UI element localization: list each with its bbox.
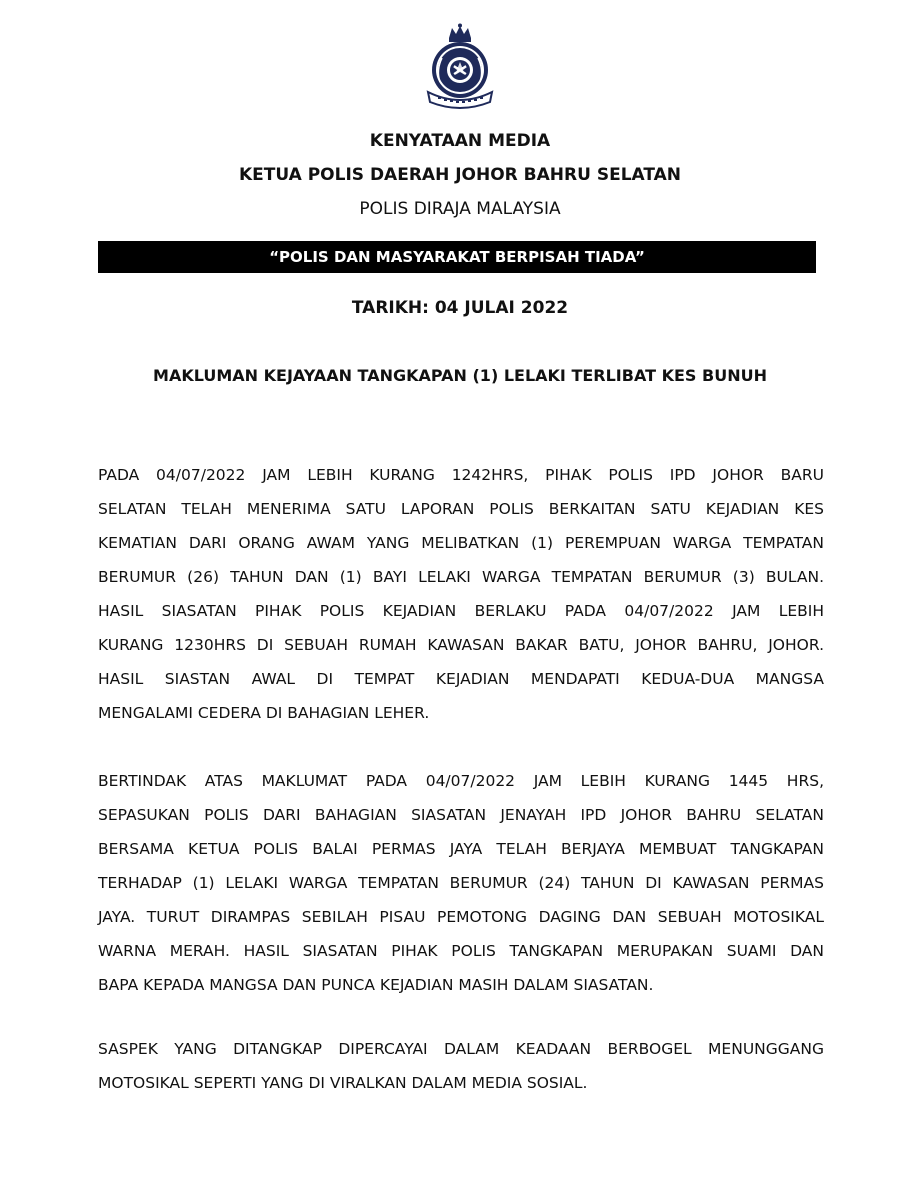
paragraph-line: MENGALAMI CEDERA DI BAHAGIAN LEHER. <box>98 704 430 722</box>
organization-name: POLIS DIRAJA MALAYSIA <box>359 199 561 219</box>
paragraph-line: KURANG 1230HRS DI SEBUAH RUMAH KAWASAN BAKAR BATU, JOHOR BAHRU, JOHOR. <box>98 636 824 654</box>
paragraph-line: KEMATIAN DARI ORANG AWAM YANG MELIBATKAN (1) PEREMPUAN WARGA TEMPATAN <box>98 534 824 552</box>
paragraph-line: BERTINDAK ATAS MAKLUMAT PADA 04/07/2022 JAM LEBIH KURANG 1445 HRS, <box>98 772 824 790</box>
paragraph-line: BAPA KEPADA MANGSA DAN PUNCA KEJADIAN MASIH DALAM SIASATAN. <box>98 976 654 994</box>
paragraph-line: SEPASUKAN POLIS DARI BAHAGIAN SIASATAN JENAYAH IPD JOHOR BAHRU SELATAN <box>98 806 824 824</box>
statement-date: TARIKH: 04 JULAI 2022 <box>351 298 569 318</box>
paragraph-line: BERSAMA KETUA POLIS BALAI PERMAS JAYA TELAH BERJAYA MEMBUAT TANGKAPAN <box>98 840 824 858</box>
paragraph-line: HASIL SIASATAN PIHAK POLIS KEJADIAN BERLAKU PADA 04/07/2022 JAM LEBIH <box>98 602 824 620</box>
paragraph-line: TERHADAP (1) LELAKI WARGA TEMPATAN BERUMUR (24) TAHUN DI KAWASAN PERMAS <box>98 874 824 892</box>
paragraph-2 <box>98 764 824 1002</box>
pdrm-crest-icon <box>416 22 504 110</box>
paragraph-line: MOTOSIKAL SEPERTI YANG DI VIRALKAN DALAM MEDIA SOSIAL. <box>98 1074 588 1092</box>
statement-subtitle: KETUA POLIS DAERAH JOHOR BAHRU SELATAN <box>238 165 682 185</box>
paragraph-3 <box>98 1032 824 1100</box>
paragraph-1 <box>98 458 824 730</box>
paragraph-line: WARNA MERAH. HASIL SIASATAN PIHAK POLIS TANGKAPAN MERUPAKAN SUAMI DAN <box>98 942 824 960</box>
pdrm-crest-graphic <box>416 22 504 110</box>
paragraph-line: BERUMUR (26) TAHUN DAN (1) BAYI LELAKI WARGA TEMPATAN BERUMUR (3) BULAN. <box>98 568 824 586</box>
statement-title: KENYATAAN MEDIA <box>369 131 551 151</box>
paragraph-line: PADA 04/07/2022 JAM LEBIH KURANG 1242HRS, PIHAK POLIS IPD JOHOR BARU <box>98 466 824 484</box>
statement-subject: MAKLUMAN KEJAYAAN TANGKAPAN (1) LELAKI TERLIBAT KES BUNUH <box>153 366 767 385</box>
paragraph-line: HASIL SIASTAN AWAL DI TEMPAT KEJADIAN MENDAPATI KEDUA-DUA MANGSA <box>98 670 824 688</box>
paragraph-line: SELATAN TELAH MENERIMA SATU LAPORAN POLIS BERKAITAN SATU KEJADIAN KES <box>98 500 824 518</box>
paragraph-line: SASPEK YANG DITANGKAP DIPERCAYAI DALAM KEADAAN BERBOGEL MENUNGGANG <box>98 1040 824 1058</box>
paragraph-line: JAYA. TURUT DIRAMPAS SEBILAH PISAU PEMOTONG DAGING DAN SEBUAH MOTOSIKAL <box>98 908 824 926</box>
motto-banner: “POLIS DAN MASYARAKAT BERPISAH TIADA” <box>98 241 816 273</box>
